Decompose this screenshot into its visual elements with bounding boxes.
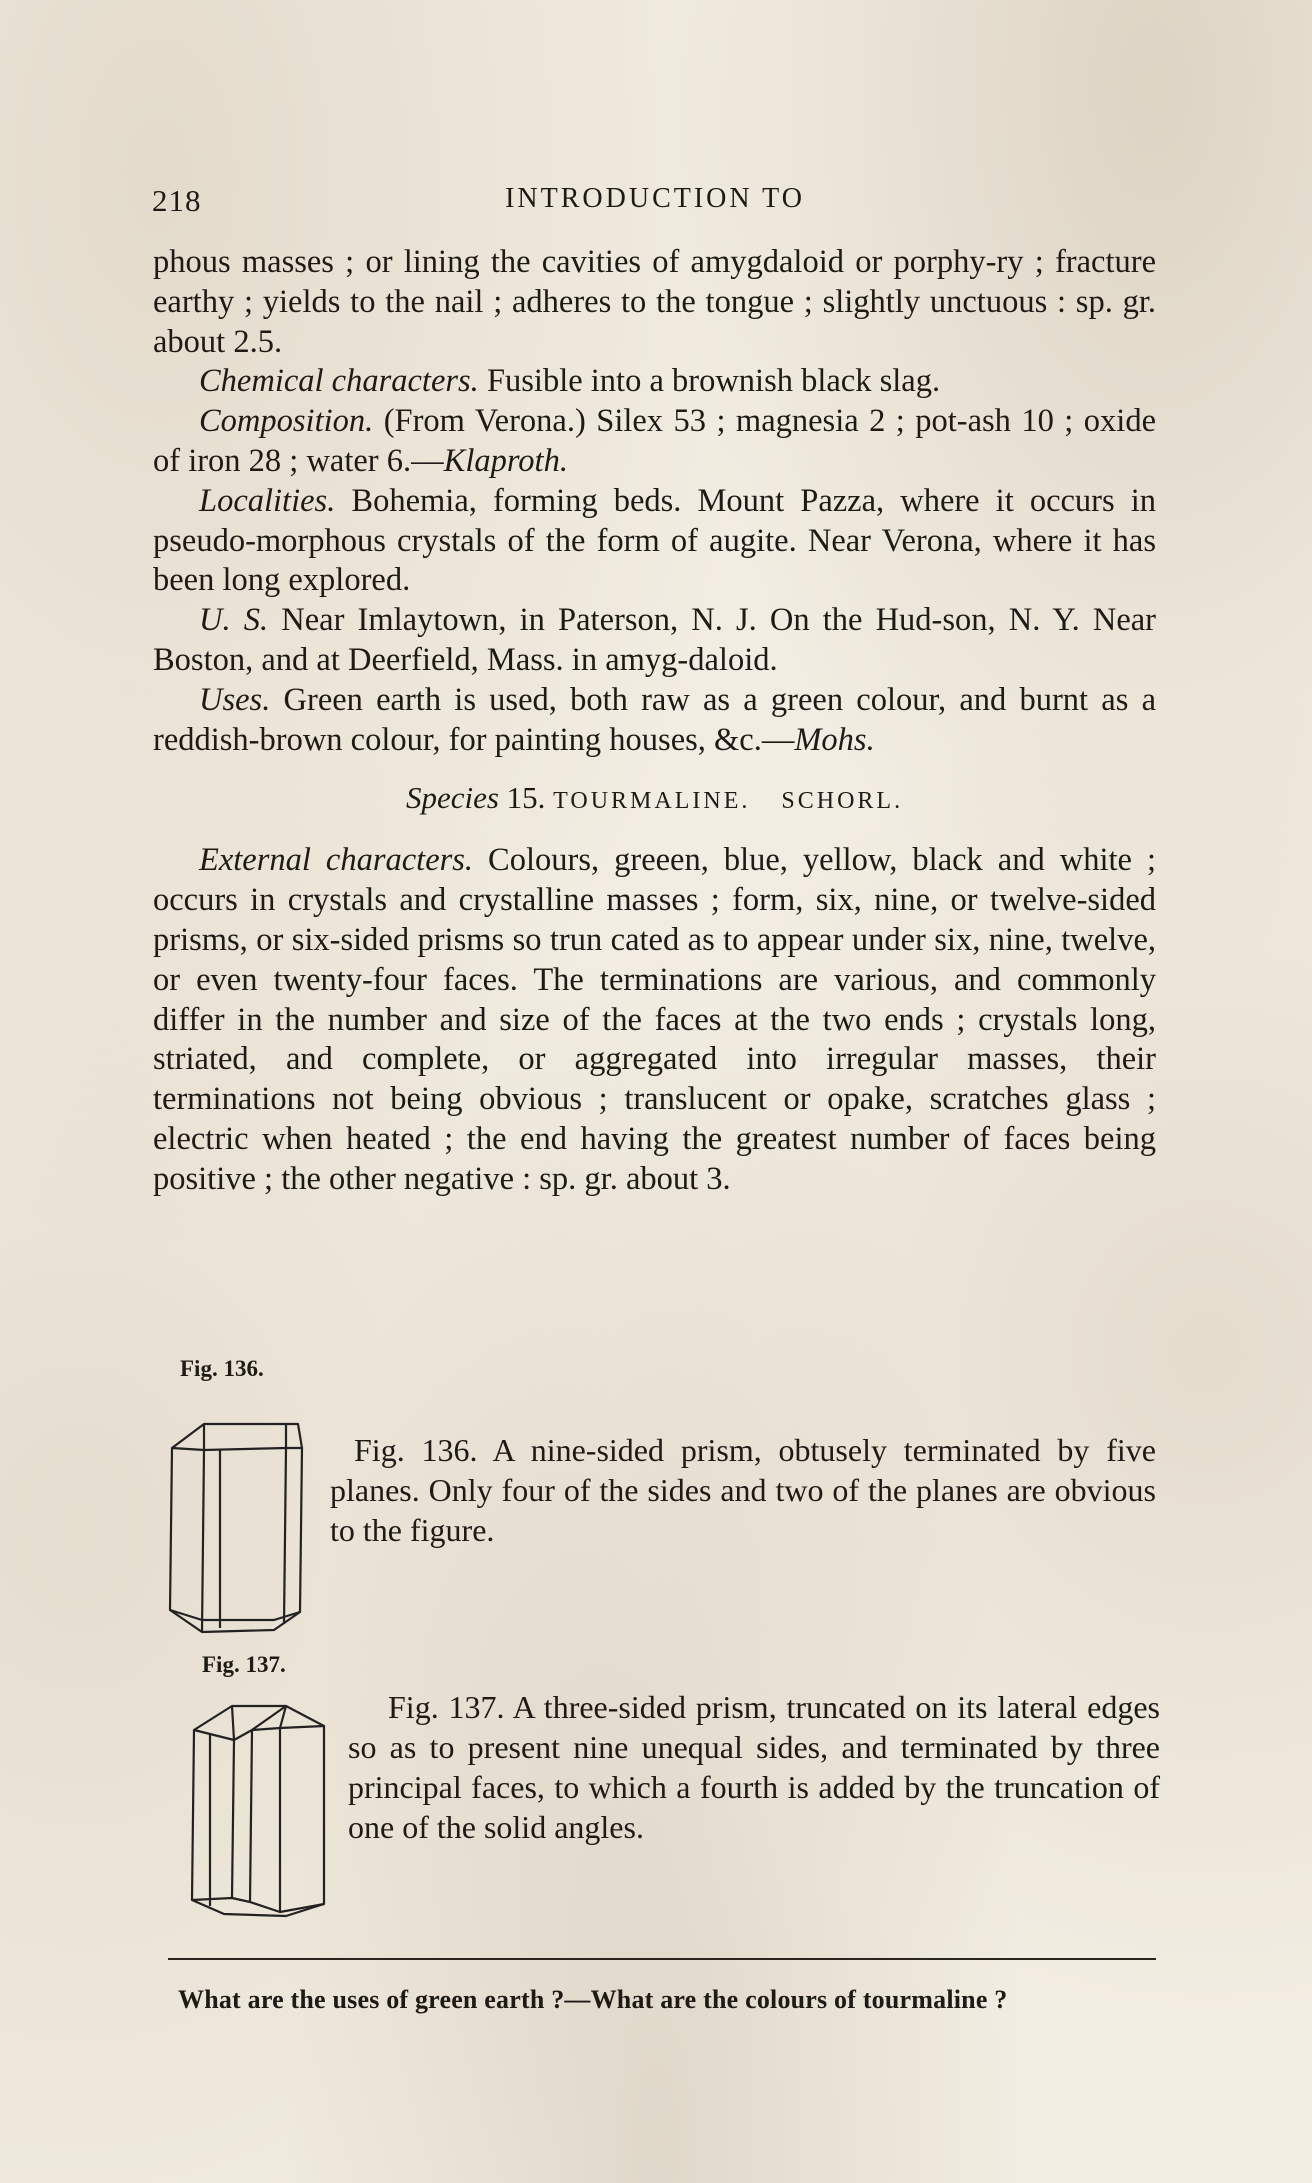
label-external-characters: External characters. [199,842,474,879]
paragraph-uses [153,681,1156,761]
label-us: U. S. [199,602,269,639]
fig-137-caption [348,1687,1160,1847]
main-text [153,243,1156,1200]
fig-137-crystal-drawing [188,1700,328,1920]
page-number: 218 [152,183,202,218]
author-klaproth: Klaproth. [443,442,568,479]
paragraph-localities [153,482,1156,601]
fig-136-caption [330,1430,1156,1550]
species-heading [153,780,1156,819]
fig-136-caption-text: Fig. 136. A nine-sided prism, obtusely terminated by five planes. Only four of the sides and two of the planes are obvious to the figure. [330,1432,1156,1548]
species-name: TOURMALINE. [553,788,751,815]
paragraph-continued: phous masses ; or lining the cavities of amygdaloid or porphy-ry ; fracture earthy ; yields to the nail ; adheres to the tongue ; slightly unctuous : sp. gr. about 2.5. [153,244,1156,360]
text-uses: Green earth is used, both raw as a green colour, and burnt as a reddish-brown colour, for painting houses, &c.— [153,681,1156,758]
label-uses: Uses. [199,681,271,718]
label-chemical-characters: Chemical characters. [199,363,479,400]
review-questions: What are the uses of green earth ?—What are the colours of tourmaline ? [178,1985,1008,2014]
text-composition: (From Verona.) Silex 53 ; magnesia 2 ; pot-ash 10 ; oxide of iron 28 ; water 6.— [153,403,1156,479]
paragraph-us-localities [153,601,1156,681]
label-localities: Localities. [199,482,336,519]
text-localities: Bohemia, forming beds. Mount Pazza, where it occurs in pseudo-morphous crystals of the form of augite. Near Verona, where it has been long explored. [153,482,1156,599]
paragraph-external-characters [153,841,1156,1199]
text-external-characters: Colours, greeen, blue, yellow, black and white ; occurs in crystals and crystalline masses ; form, six, nine, or twelve-sided prisms, or six-sided prisms so trun cated as to appear under six, nine, twelve, or even twenty-four faces. The terminations are various, and commonly differ in the number and size of the faces at the two ends ; crystals long, striated, and complete, or aggregated into irregular masses, their terminations not being obvious ; translucent or opake, scratches glass ; electric when heated ; the end having the greatest number of faces being positive ; the other negative : sp. gr. about 3. [153,842,1156,1197]
species-number: 15. [498,780,554,816]
page-header [150,183,1160,223]
text-chemical-characters: Fusible into a brownish black slag. [478,363,941,400]
footer-rule [168,1958,1156,1960]
species-word: Species [405,780,499,816]
paragraph-chemical-characters [153,362,1156,402]
text-us: Near Imlaytown, in Paterson, N. J. On the Hud-son, N. Y. Near Boston, and at Deerfield, Mass. in amyg-daloid. [153,602,1157,678]
label-composition: Composition. [199,403,374,440]
author-mohs: Mohs. [794,721,875,758]
running-head: INTRODUCTION TO [505,183,805,214]
fig-136-crystal-drawing [166,1420,306,1640]
fig-137-label: Fig. 137. [202,1652,286,1677]
paragraph-composition [153,402,1156,482]
species-alt-name: SCHORL. [781,788,904,815]
fig-137-caption-text: Fig. 137. A three-sided prism, truncated on its lateral edges so as to present nine unequal sides, and terminated by three principal faces, to which a fourth is added by the truncation of one of the solid angles. [348,1689,1160,1845]
fig-136-label: Fig. 136. [180,1356,264,1381]
